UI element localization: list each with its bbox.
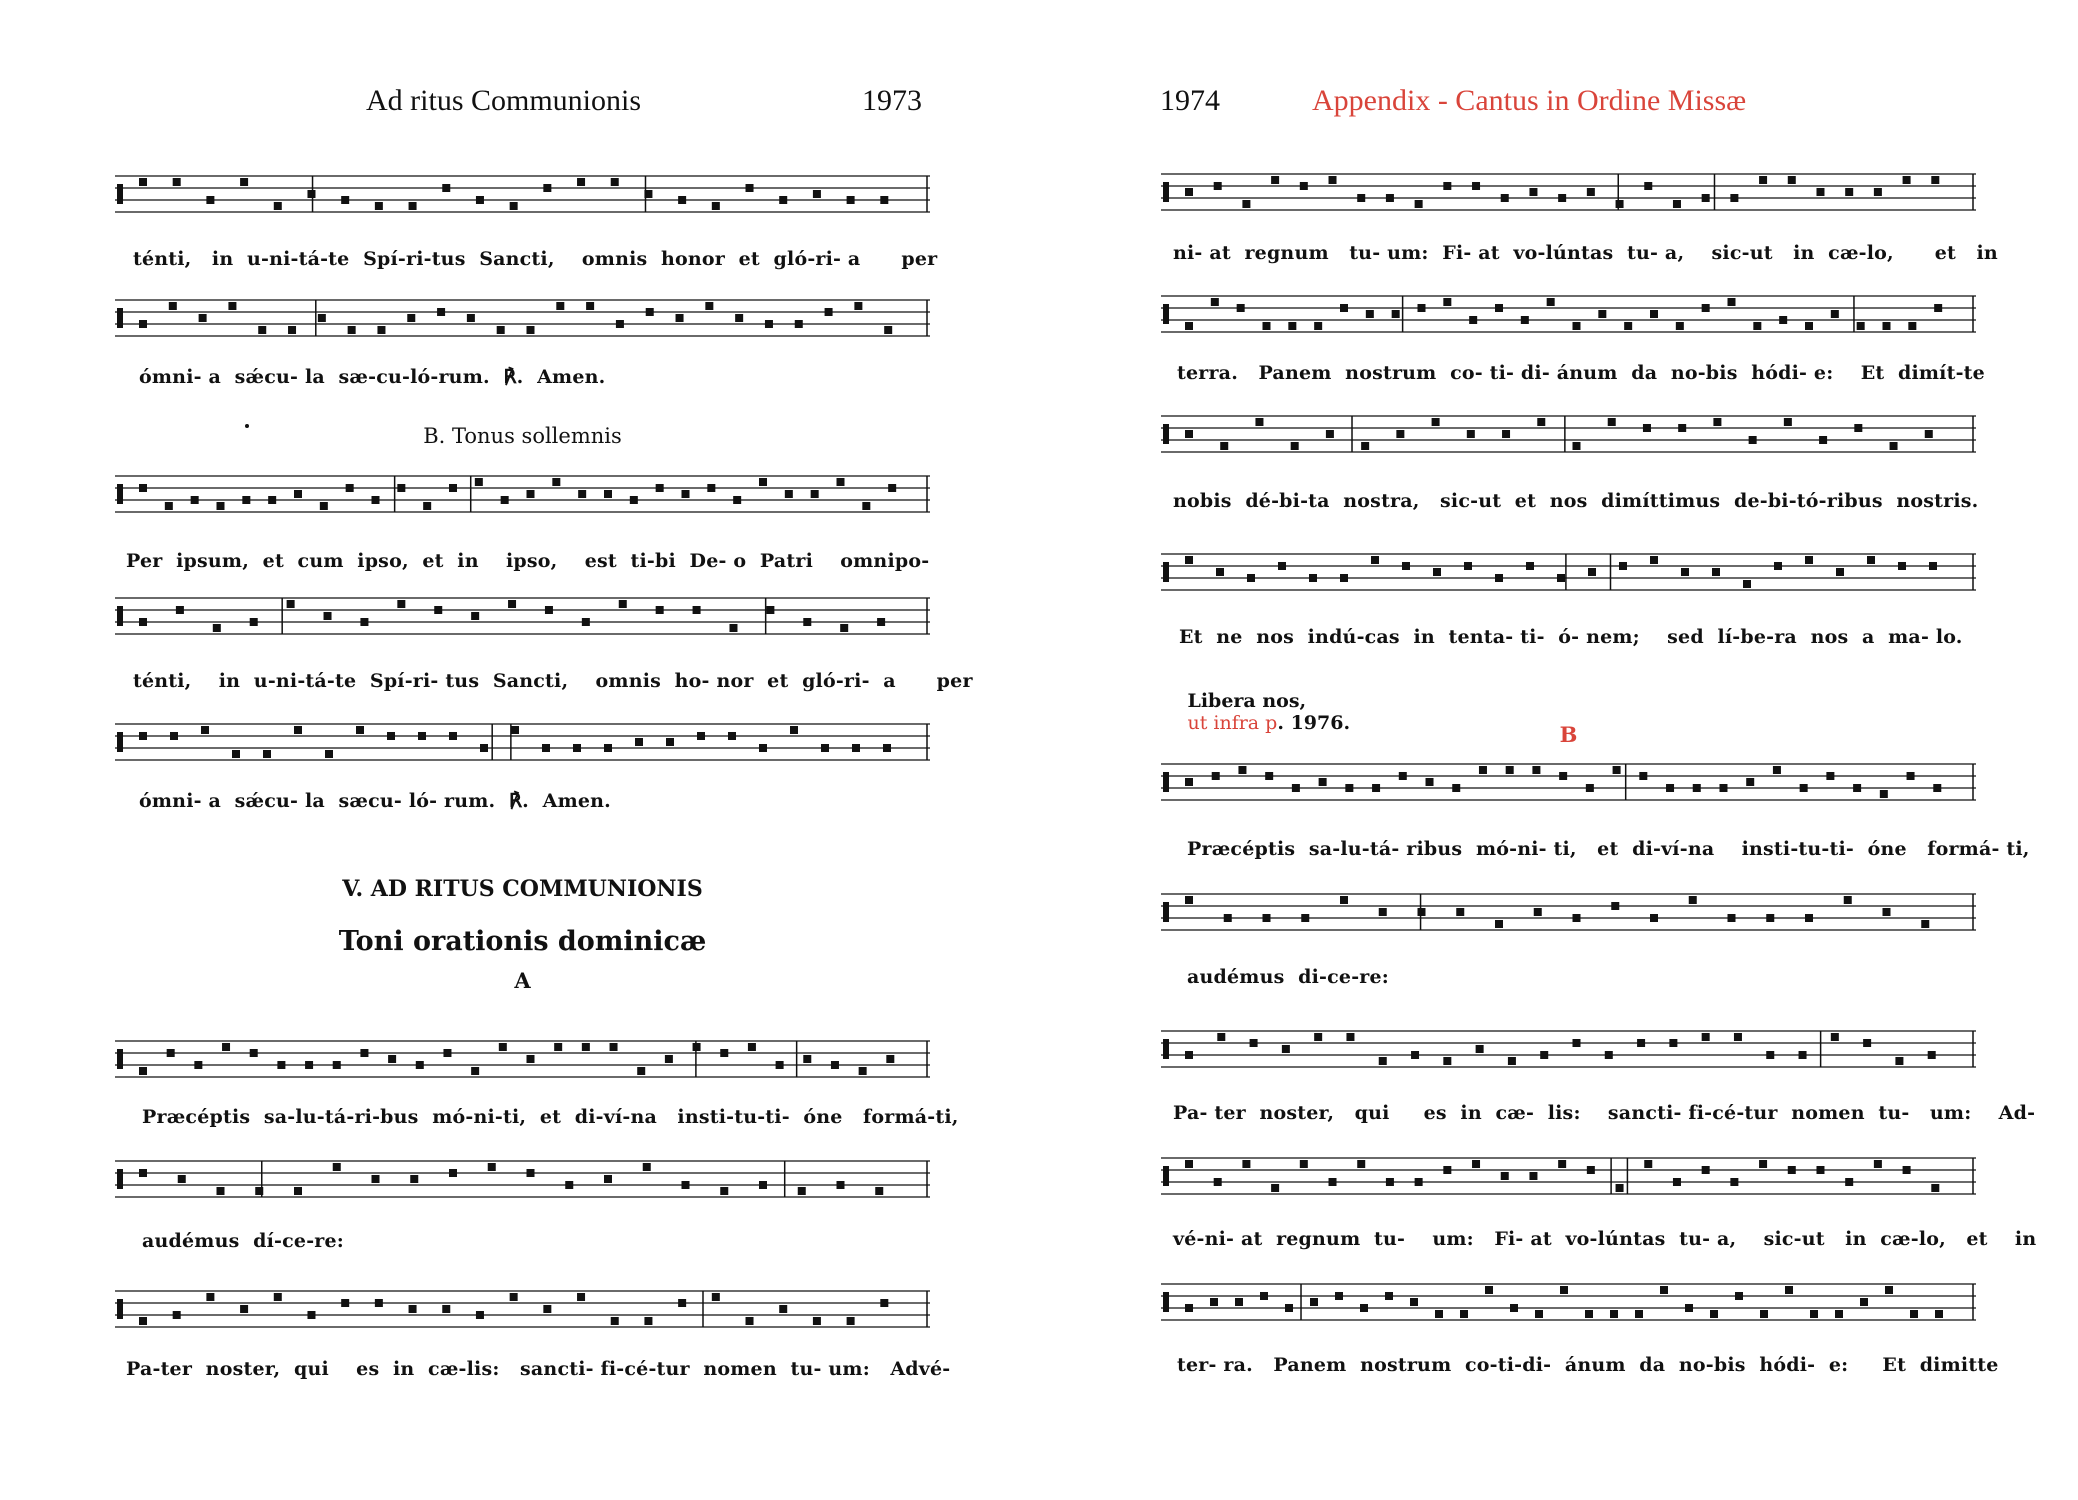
lyric-line: audémus di-ce-re: [1187, 966, 1389, 988]
right-page-number: 1974 [1160, 84, 1220, 117]
chant-staff [115, 1155, 930, 1211]
chant-staff [1161, 758, 1976, 814]
lyric-line: audémus dí-ce-re: [142, 1230, 344, 1252]
chant-staff [115, 470, 930, 526]
lyric-line: ómni- a sǽcu- la sæcu- ló- rum. ℟. Amen. [139, 790, 611, 812]
lyric-line: nobis dé-bi-ta nostra, sic-ut et nos dimíttimus de-bi-tó-ribus nostris. [1173, 490, 1979, 512]
chant-staff [115, 1285, 930, 1341]
chant-staff [1161, 1025, 1976, 1081]
lyric-line: ténti, in u-ni-tá-te Spí-ri- tus Sancti, omnis ho- nor et gló-ri- a per [133, 670, 973, 692]
right-running-header: Appendix - Cantus in Ordine Missæ [1312, 84, 1747, 117]
lyric-line: Pa- ter noster, qui es in cæ- lis: sancti- fi-cé-tur nomen tu- um: Ad- [1173, 1102, 2036, 1124]
lyric-line: Et ne nos indú-cas in tenta- ti- ó- nem; sed lí-be-ra nos a ma- lo. [1179, 626, 1963, 648]
tonus-subheading: B. Tonus sollemnis [423, 424, 622, 448]
chant-staff [1161, 168, 1976, 224]
lyric-line: terra. Panem nostrum co- ti- di- ánum da no-bis hódi- e: Et dimít-te [1177, 362, 1985, 384]
chant-staff [115, 170, 930, 226]
chant-staff [115, 294, 930, 350]
chant-staff [1161, 290, 1976, 346]
lyric-line: vé-ni- at regnum tu- um: Fi- at vo-lúntas tu- a, sic-ut in cæ-lo, et in [1173, 1228, 2037, 1250]
left-page-number: 1973 [862, 84, 922, 117]
lyric-line: Præcéptis sa-lu-tá-ri-bus mó-ni-ti, et di-ví-na insti-tu-ti- óne formá-ti, [142, 1106, 959, 1128]
lyric-line: ter- ra. Panem nostrum co-ti-di- ánum da no-bis hódi- e: Et dimitte [1177, 1354, 1999, 1376]
chant-staff [1161, 548, 1976, 604]
lyric-line: ténti, in u-ni-tá-te Spí-ri-tus Sancti, omnis honor et gló-ri- a per [133, 248, 938, 270]
chant-staff [1161, 888, 1976, 944]
chant-staff [1161, 410, 1976, 466]
chant-staff [115, 592, 930, 648]
chant-staff [115, 1035, 930, 1091]
libera-prefix: Libera nos, [1187, 690, 1307, 712]
tone-letter: B [1559, 722, 1578, 747]
left-running-header: Ad ritus Communionis [366, 84, 642, 117]
chant-staff [1161, 1278, 1976, 1334]
section-title: Toni orationis dominicæ [338, 926, 707, 957]
tone-letter: A [514, 968, 531, 993]
lyric-line: Per ipsum, et cum ipso, et in ipso, est ti-bi De- o Patri omnipo- [126, 550, 930, 572]
libera-suffix: . 1976. [1277, 712, 1351, 734]
lyric-line: ómni- a sǽcu- la sæ-cu-ló-rum. ℟. Amen. [139, 366, 606, 388]
chant-staff [115, 718, 930, 774]
section-heading: V. AD RITUS COMMUNIONIS [342, 876, 703, 902]
libera-cross-reference: ut infra p [1187, 712, 1278, 734]
chant-staff [1161, 1152, 1976, 1208]
lyric-line: Præcéptis sa-lu-tá- ribus mó-ni- ti, et di-ví-na insti-tu-ti- óne formá- ti, [1187, 838, 2030, 860]
lyric-line: Pa-ter noster, qui es in cæ-lis: sancti- fi-cé-tur nomen tu- um: Advé- [126, 1358, 951, 1380]
right-page [1039, 0, 2078, 1500]
lyric-line: ni- at regnum tu- um: Fi- at vo-lúntas tu- a, sic-ut in cæ-lo, et in [1173, 242, 1998, 264]
